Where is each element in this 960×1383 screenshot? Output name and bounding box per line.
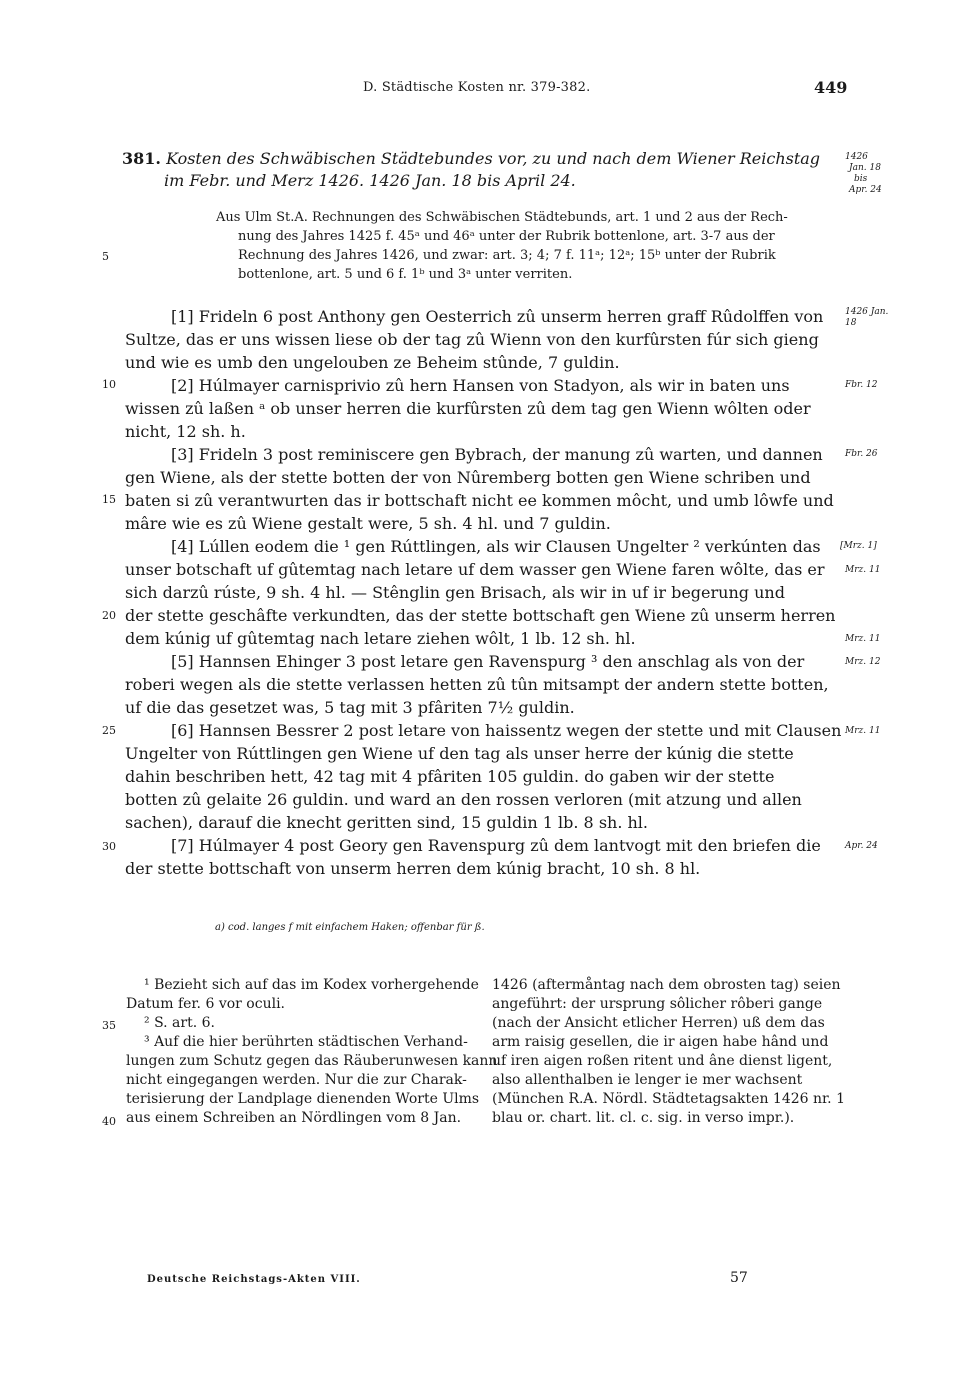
text-line: der stette geschâfte verkundten, das der stette bottschaft gen Wiene zû unserm herren [125, 606, 836, 625]
page-header [0, 80, 960, 102]
footnote-line: arm raisig gesellen, die ir aigen habe hând und [492, 1034, 829, 1050]
footnote-line: (München R.A. Nördl. Städtetagsakten 1426 nr. 1 [492, 1091, 845, 1107]
main-text [125, 305, 842, 880]
line-number: 15 [102, 493, 116, 506]
entry-number: 381. [122, 149, 161, 168]
margin-date-line: Jan. 18 [849, 163, 881, 173]
text-line: Sultze, das er uns wissen liese ob der tag zû Wienn von den kurfûrsten fúr sich gieng [125, 330, 819, 349]
entry-margin-date [845, 152, 882, 196]
text-line: sachen), darauf die knecht geritten sind, 15 guldin 1 lb. 8 sh. hl. [125, 813, 649, 832]
line-number: 35 [102, 1019, 116, 1032]
margin-date: [Mrz. 1] [840, 541, 877, 551]
margin-date: Mrz. 11 [845, 565, 881, 575]
footnote-line: aus einem Schreiben an Nördlingen vom 8 Jan. [126, 1110, 462, 1126]
line-number: 10 [102, 378, 116, 391]
text-line: [1] Frideln 6 post Anthony gen Oesterrich zû unserm herren graff Rûdolffen von [171, 307, 824, 326]
text-line: roberi wegen als die stette verlassen hetten zû tûn mitsampt der andern stette botten, [125, 675, 829, 694]
text-line: unser botschaft uf gûtemtag nach letare uf dem wasser gen Wiene faren wôlte, das er [125, 560, 825, 579]
margin-date-line: 1426 [845, 152, 868, 162]
margin-date: Apr. 24 [845, 841, 878, 851]
footnote-line: ¹ Bezieht sich auf das im Kodex vorhergehende [144, 977, 479, 993]
text-line: botten zû gelaite 26 guldin. und ward an den rossen verloren (mit atzung und allen [125, 790, 802, 809]
running-head: D. Städtische Kosten nr. 379-382. [363, 80, 591, 95]
text-line: [5] Hannsen Ehinger 3 post letare gen Ravenspurg ³ den anschlag als von der [171, 652, 805, 671]
footnote-line: (nach der Ansicht etlicher Herren) uß dem das [492, 1015, 825, 1031]
footnote-a: a) cod. langes f mit einfachem Haken; offenbar für ß. [215, 922, 485, 933]
footnote-line: Datum fer. 6 vor oculi. [126, 996, 285, 1012]
source-line: Rechnung des Jahres 1426, und zwar: art. 3; 4; 7 f. 11ᵃ; 12ᵃ; 15ᵇ unter der Rubrik [238, 248, 776, 263]
line-number: 5 [102, 250, 109, 263]
entry-title-line-2: im Febr. und Merz 1426. 1426 Jan. 18 bis April 24. [164, 171, 576, 190]
text-line: sich darzû rúste, 9 sh. 4 hl. — Stênglin gen Brisach, als wir in uf ir begerung und [125, 583, 785, 602]
footnote-line: 1426 (aftermåntag nach dem obrosten tag) seien [492, 977, 841, 993]
footnote-line: ² S. art. 6. [144, 1015, 215, 1031]
line-number: 25 [102, 724, 116, 737]
footnote-line: nicht eingegangen werden. Nur die zur Charak- [126, 1072, 467, 1088]
source-line: nung des Jahres 1425 f. 45ᵃ und 46ᵃ unter der Rubrik bottenlone, art. 3-7 aus der [238, 229, 775, 244]
text-line: [2] Húlmayer carnisprivio zû hern Hansen von Stadyon, als wir in baten uns [171, 376, 790, 395]
line-number: 30 [102, 840, 116, 853]
margin-date-line: bis [854, 174, 868, 184]
text-line: [6] Hannsen Bessrer 2 post letare von haissentz wegen der stette und mit Clausen [171, 721, 842, 740]
footnotes-right [492, 976, 845, 1128]
text-line: uf die das gesetzet was, 5 tag mit 3 pfâriten 7½ guldin. [125, 698, 575, 717]
text-line: Ungelter von Rúttlingen gen Wiene uf den tag als unser herre der kúnig die stette [125, 744, 794, 763]
text-line: gen Wiene, als der stette botten der von Nûremberg botten gen Wiene schriben und [125, 468, 811, 487]
footer-title: Deutsche Reichstags-Akten VIII. [147, 1274, 361, 1285]
margin-date: Mrz. 11 [845, 634, 881, 644]
text-line: mâre wie es zû Wiene gestalt were, 5 sh. 4 hl. und 7 guldin. [125, 514, 611, 533]
text-line: dem kúnig uf gûtemtag nach letare ziehen wôlt, 1 lb. 12 sh. hl. [125, 629, 636, 648]
footnote-line: terisierung der Landplage dienenden Worte Ulms [126, 1091, 480, 1107]
source-note [216, 208, 841, 284]
text-line: baten si zû verantwurten das ir bottschaft nicht ee kommen môcht, und umb lôwfe und [125, 491, 834, 510]
margin-date: 1426 Jan. 18 [845, 307, 889, 328]
line-number: 20 [102, 609, 116, 622]
page-number: 449 [814, 78, 848, 97]
footnote-line: uf iren aigen roßen ritent und âne dienst ligent, [492, 1053, 833, 1069]
source-line: bottenlone, art. 5 und 6 f. 1ᵇ und 3ᵃ unter verriten. [238, 267, 573, 282]
signature-mark: 57 [730, 1270, 748, 1286]
text-line: [3] Frideln 3 post reminiscere gen Bybrach, der manung zû warten, und dannen [171, 445, 823, 464]
text-line: dahin beschriben hett, 42 tag mit 4 pfâriten 105 guldin. do gaben wir der stette [125, 767, 775, 786]
line-number: 40 [102, 1115, 116, 1128]
entry-title-line-1 [122, 148, 842, 170]
text-line: wissen zû laßen ᵃ ob unser herren die kurfûrsten zû dem tag gen Wienn wôlten oder [125, 399, 811, 418]
margin-date: Fbr. 26 [845, 449, 878, 459]
entry-heading: Kosten des Schwäbischen Städtebundes vor, zu und nach dem Wiener Reichstag [166, 149, 821, 168]
text-line: [7] Húlmayer 4 post Geory gen Ravenspurg zû dem lantvogt mit den briefen die [171, 836, 821, 855]
margin-date: Fbr. 12 [845, 380, 878, 390]
footnote-line: blau or. chart. lit. cl. c. sig. in verso impr.). [492, 1110, 795, 1126]
footnote-line: lungen zum Schutz gegen das Räuberunwesen kann [126, 1053, 498, 1069]
margin-date: Mrz. 12 [845, 657, 881, 667]
footnote-line: angeführt: der ursprung sôlicher rôberi gange [492, 996, 823, 1012]
text-line: und wie es umb den ungelouben ze Beheim stûnde, 7 guldin. [125, 353, 620, 372]
text-line: der stette bottschaft von unserm herren dem kúnig bracht, 10 sh. 8 hl. [125, 859, 701, 878]
footnote-line: ³ Auf die hier berührten städtischen Verhand- [144, 1034, 468, 1050]
text-line: nicht, 12 sh. h. [125, 422, 246, 441]
margin-date: Mrz. 11 [845, 726, 881, 736]
text-line: [4] Lúllen eodem die ¹ gen Rúttlingen, als wir Clausen Ungelter ² verkúnten das [171, 537, 821, 556]
margin-date-line: Apr. 24 [849, 185, 882, 195]
source-line: Aus Ulm St.A. Rechnungen des Schwäbischen Städtebunds, art. 1 und 2 aus der Rech- [216, 210, 788, 225]
entry-title [122, 148, 842, 192]
footnotes-left [126, 976, 498, 1128]
footnote-line: also allenthalben ie lenger ie mer wachsent [492, 1072, 803, 1088]
